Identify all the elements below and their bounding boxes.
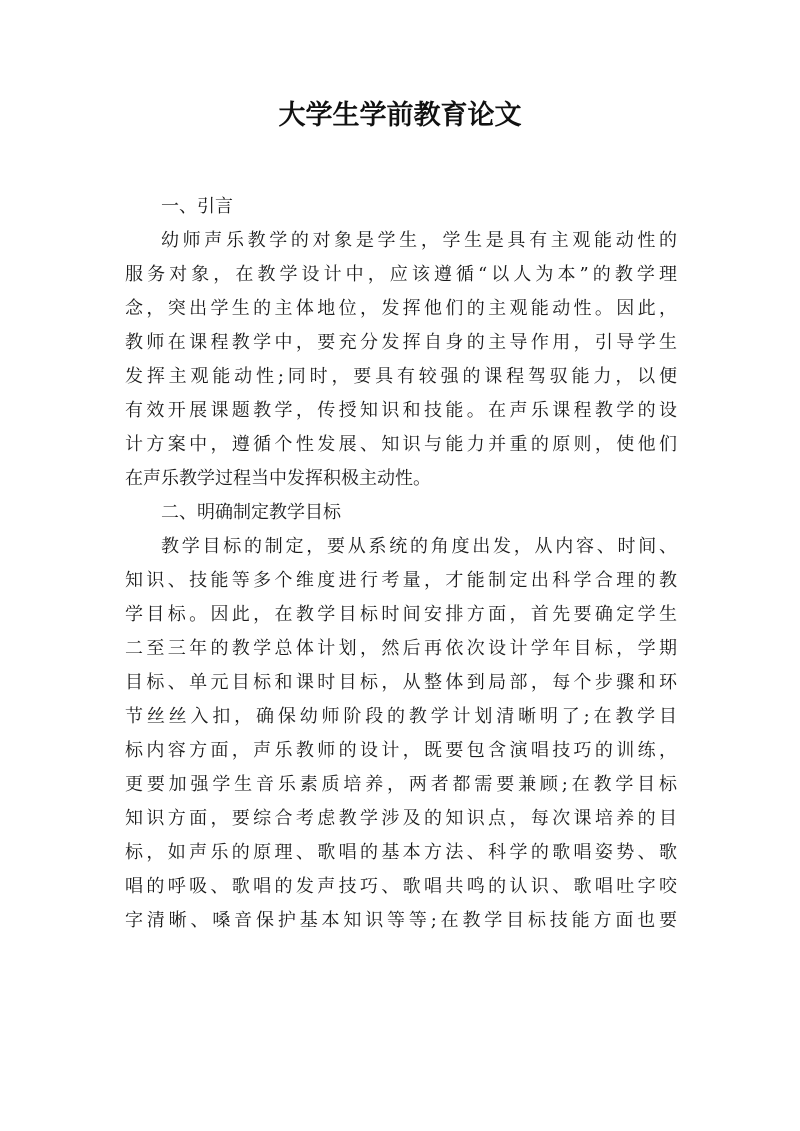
paragraph-line: 知识方面，要综合考虑教学涉及的知识点，每次课培养的目 [125, 808, 677, 829]
paragraph-line: 二至三年的教学总体计划，然后再依次设计学年目标，学期 [125, 638, 677, 659]
paragraph-line: 知识、技能等多个维度进行考量，才能制定出科学合理的教 [125, 570, 677, 591]
document-body [125, 190, 677, 938]
paragraph-line: 计方案中，遵循个性发展、知识与能力并重的原则，使他们 [125, 434, 677, 455]
paragraph-line: 唱的呼吸、歌唱的发声技巧、歌唱共鸣的认识、歌唱吐字咬 [125, 876, 677, 897]
paragraph-line: 标，如声乐的原理、歌唱的基本方法、科学的歌唱姿势、歌 [125, 842, 677, 863]
paragraph-line: 节丝丝入扣，确保幼师阶段的教学计划清晰明了;在教学目 [125, 706, 677, 727]
section-heading-introduction: 一、引言 [161, 196, 233, 217]
paragraph-teaching-goals [125, 530, 677, 938]
document-title: 大学生学前教育论文 [278, 100, 522, 131]
paragraph-line: 念，突出学生的主体地位，发挥他们的主观能动性。因此， [125, 298, 677, 319]
section-heading-teaching-goals: 二、明确制定教学目标 [161, 502, 341, 523]
paragraph-line: 服务对象，在教学设计中，应该遵循“以人为本”的教学理 [125, 264, 677, 285]
paragraph-line: 幼师声乐教学的对象是学生，学生是具有主观能动性的 [161, 230, 677, 251]
paragraph-line: 标内容方面，声乐教师的设计，既要包含演唱技巧的训练， [125, 740, 677, 761]
paragraph-line: 有效开展课题教学，传授知识和技能。在声乐课程教学的设 [125, 400, 677, 421]
paragraph-introduction [125, 224, 677, 496]
paragraph-line: 教师在课程教学中，要充分发挥自身的主导作用，引导学生 [125, 332, 677, 353]
paragraph-line: 字清晰、嗓音保护基本知识等等;在教学目标技能方面也要 [125, 910, 677, 931]
paragraph-line: 目标、单元目标和课时目标，从整体到局部，每个步骤和环 [125, 672, 677, 693]
paragraph-line: 更要加强学生音乐素质培养，两者都需要兼顾;在教学目标 [125, 774, 677, 795]
paragraph-line: 教学目标的制定，要从系统的角度出发，从内容、时间、 [161, 536, 677, 557]
paragraph-line: 学目标。因此，在教学目标时间安排方面，首先要确定学生 [125, 604, 677, 625]
paragraph-line: 在声乐教学过程当中发挥积极主动性。 [125, 468, 431, 489]
paragraph-line: 发挥主观能动性;同时，要具有较强的课程驾驭能力，以便 [125, 366, 677, 387]
